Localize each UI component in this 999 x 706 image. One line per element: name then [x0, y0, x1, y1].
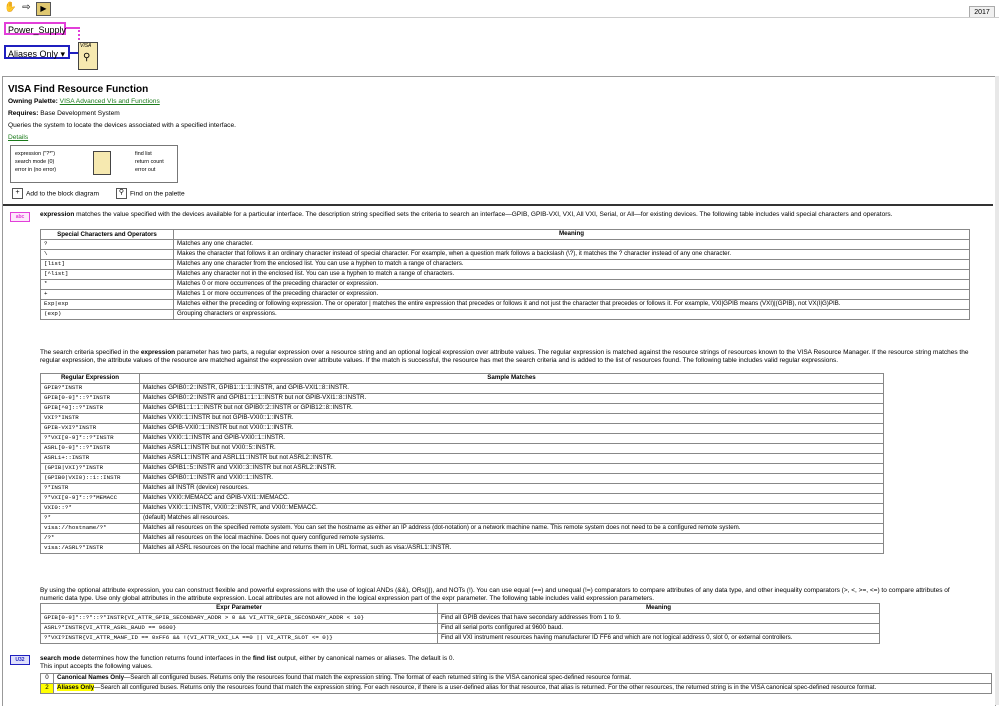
table-cell-key: (GPIB|VXI)?*INSTR	[41, 464, 140, 474]
table-cell-meaning: Find all VXI instrument resources having manufacturer ID FF6 and which are not logical address 0, slot 0, or external controllers.	[438, 634, 880, 644]
table-row	[41, 614, 880, 624]
table-row	[41, 544, 884, 554]
terminal-error-in: error in (no error)	[15, 167, 57, 173]
search-icon: ⚲	[116, 188, 127, 199]
special-characters-table	[40, 229, 970, 320]
table-cell-key: GPIB-VXI?*INSTR	[41, 424, 140, 434]
table-cell-key: GPIB[0-9]*::?*INSTR	[41, 394, 140, 404]
find-on-palette-button[interactable]: ⚲ Find on the palette	[116, 188, 185, 199]
table-cell-meaning: (default) Matches all resources.	[140, 514, 884, 524]
table-row	[41, 270, 970, 280]
table-cell-key: ASRL1+::INSTR	[41, 454, 140, 464]
table-row	[41, 280, 970, 290]
table-row	[41, 494, 884, 504]
table-cell-meaning: Matches all INSTR (device) resources.	[140, 484, 884, 494]
table-cell-meaning: Matches all ASRL resources on the local machine and returns them in URL format, such as visa:/ASRL1::INSTR.	[140, 544, 884, 554]
table-row	[41, 260, 970, 270]
table-cell-meaning: Matches 1 or more occurrences of the preceding character or expression.	[174, 290, 970, 300]
table-cell-meaning: Matches GPIB0::1::INSTR and VXI0::1::INSTR.	[140, 474, 884, 484]
table-row	[41, 514, 884, 524]
table-row	[41, 250, 970, 260]
mode-name: Canonical Names Only	[57, 674, 125, 682]
mode-description	[54, 674, 992, 684]
table-cell-key: /?*	[41, 534, 140, 544]
table-cell-meaning: Matches either the preceding or following expression. The or operator | matches the entire expression that precedes or follows it and not just the character that precedes or follows it. For example, VXI|GPIB means (VXI)|(GPIB), not VX(I|G)PIB.	[174, 300, 970, 310]
dropdown-arrow-icon[interactable]: ▾	[60, 49, 66, 59]
expr-parameter-table	[40, 603, 880, 644]
mode-description	[54, 684, 992, 694]
table-cell-meaning: Makes the character that follows it an ordinary character instead of special character. For example, when a question mark follows a backslash (\?), it matches the ? character instead of any one character.	[174, 250, 970, 260]
table-cell-key: ?*VXI[0-9]*::?*MEMACC	[41, 494, 140, 504]
table-cell-meaning: Find all serial ports configured at 9600 baud.	[438, 624, 880, 634]
table-cell-meaning: Matches all resources on the specified remote system. You can set the hostname as either an IP address (dot-notation) or a network machine name. This remote system does not need to be a configured remote system.	[140, 524, 884, 534]
table-cell-key: ASRL?*INSTR{VI_ATTR_ASRL_BAUD == 9600}	[41, 624, 438, 634]
table-cell-key: ?	[41, 240, 174, 250]
hand-icon[interactable]: ✋	[4, 2, 17, 13]
table-row	[41, 474, 884, 484]
column-header: Sample Matches	[140, 374, 884, 384]
table-row	[41, 290, 970, 300]
table-row	[41, 454, 884, 464]
mode-text: —Search all configured buses. Returns only the resources found that match the expression string. The format of each returned string is the VISA canonical spec-defined resource format.	[124, 674, 632, 682]
connector-node-icon	[93, 151, 111, 175]
table-cell-meaning: Matches GPIB1::1::1::INSTR but not GPIB0::2::INSTR or GPIB12::8::INSTR.	[140, 404, 884, 414]
expression-description: expression matches the value specified with the devices available for a particular interface. The description string specified sets the criteria to search an interface—GPIB, GPIB-VXI, VXI, All VXI, Serial, or All—for existing devices. The following table includes valid special characters and operators.	[40, 211, 893, 218]
visa-find-resource-node[interactable]	[78, 42, 98, 70]
column-header: Expr Parameter	[41, 604, 438, 614]
table-cell-key: visa://hostname/?*	[41, 524, 140, 534]
table-cell-key: +	[41, 290, 174, 300]
table-cell-key: ?*	[41, 514, 140, 524]
owning-palette-line: Owning Palette: VISA Advanced VIs and Functions	[8, 98, 160, 105]
table-row	[41, 484, 884, 494]
version-year: 2017	[969, 6, 995, 19]
connector-pane	[10, 145, 178, 183]
owning-palette-link[interactable]: VISA Advanced VIs and Functions	[59, 98, 160, 105]
enum-label: Aliases Only	[8, 49, 59, 59]
terminal-return-count: return count	[135, 159, 164, 165]
table-cell-key: (exp)	[41, 310, 174, 320]
table-row	[41, 414, 884, 424]
table-row	[41, 434, 884, 444]
column-header: Meaning	[438, 604, 880, 614]
search-criteria-description: The search criteria specified in the expression parameter has two parts, a regular expression over a resource string and an optional logical expression over attribute values. The regular expression is matched against the resource strings of resources known to the VISA Resource Manager. If the resource string matches the regular expression, the attribute values of the resource are matched against the expression over attribute values. If the match is successful, the resource has met the search criteria and is added to the list of resources found. The following table includes valid regular expressions.	[40, 349, 969, 364]
table-row	[41, 534, 884, 544]
mode-value: 2	[41, 684, 54, 694]
divider	[3, 204, 993, 206]
table-cell-meaning: Matches VXI0::MEMACC and GPIB-VXI1::MEMACC.	[140, 494, 884, 504]
table-cell-meaning: Matches any character not in the enclosed list. You can use a hyphen to match a range of characters.	[174, 270, 970, 280]
search-mode-description: search mode determines how the function returns found interfaces in the find list output, either by canonical names or aliases. The default is 0. This input accepts the following values.	[40, 655, 455, 670]
table-row	[41, 424, 884, 434]
string-constant[interactable]: Power_Supply	[4, 22, 66, 35]
table-cell-key: ?*VXI?INSTR{VI_ATTR_MANF_ID == 0xFF6 && !(VI_ATTR_VXI_LA ==0 || VI_ATTR_SLOT <= 0)}	[41, 634, 438, 644]
enum-constant[interactable]	[4, 45, 70, 59]
table-row	[41, 394, 884, 404]
table-cell-key: visa:/ASRL?*INSTR	[41, 544, 140, 554]
table-cell-meaning: Matches VXI0::1::INSTR but not GPIB-VXI0::1::INSTR.	[140, 414, 884, 424]
table-cell-key: GPIB[0-9]*::?*::?*INSTR{VI_ATTR_GPIB_SECONDARY_ADDR > 0 && VI_ATTR_GPIB_SECONDARY_ADDR < 10}	[41, 614, 438, 624]
table-row	[41, 504, 884, 514]
regular-expression-table	[40, 373, 884, 554]
string-type-icon: abc	[10, 212, 30, 222]
table-cell-meaning: Matches 0 or more occurrences of the preceding character or expression.	[174, 280, 970, 290]
table-row	[41, 684, 992, 694]
table-cell-meaning: Matches VXI0::1::INSTR, VXI0::2::INSTR, and VXI0::MEMACC.	[140, 504, 884, 514]
column-header: Regular Expression	[41, 374, 140, 384]
mode-value: 0	[41, 674, 54, 684]
table-row	[41, 300, 970, 310]
mode-text: —Search all configured buses. Returns only the resources found that match the expression string. For each resource, if there is a user-defined alias for that resource, that alias is returned. For the other resources, the returned string is in the VISA canonical spec-defined resource format.	[94, 684, 877, 692]
table-cell-meaning: Find all GPIB devices that have secondary addresses from 1 to 9.	[438, 614, 880, 624]
add-to-diagram-button[interactable]: + Add to the block diagram	[12, 188, 99, 199]
table-row	[41, 624, 880, 634]
table-cell-meaning: Matches all resources on the local machine. Does not query configured remote systems.	[140, 534, 884, 544]
table-row	[41, 464, 884, 474]
scrollbar[interactable]	[995, 76, 999, 705]
table-cell-meaning: Matches GPIB0::2::INSTR and GPIB1::1::1::INSTR but not GPIB-VXI1::8::INSTR.	[140, 394, 884, 404]
table-row	[41, 310, 970, 320]
plus-icon: +	[12, 188, 23, 199]
table-cell-key: GPIB?*INSTR	[41, 384, 140, 394]
table-cell-key: ASRL[0-9]*::?*INSTR	[41, 444, 140, 454]
visa-node-label: VISA	[80, 43, 92, 49]
table-cell-key: Exp|exp	[41, 300, 174, 310]
column-header: Meaning	[174, 230, 970, 240]
table-cell-key: VXI?*INSTR	[41, 414, 140, 424]
table-cell-key: \	[41, 250, 174, 260]
table-row	[41, 524, 884, 534]
mode-name: Aliases Only	[57, 684, 95, 692]
table-cell-key: ?*VXI[0-9]*::?*INSTR	[41, 434, 140, 444]
terminal-expression: expression ("?*")	[15, 151, 56, 157]
table-cell-meaning: Matches VXI0::1::INSTR and GPIB-VXI0::1::INSTR.	[140, 434, 884, 444]
table-cell-meaning: Matches GPIB0::2::INSTR, GPIB1::1::1::INSTR, and GPIB-VXI1::8::INSTR.	[140, 384, 884, 394]
terminal-error-out: error out	[135, 167, 156, 173]
table-cell-key: *	[41, 280, 174, 290]
table-cell-meaning: Matches GPIB-VXI0::1::INSTR but not VXI0::1::INSTR.	[140, 424, 884, 434]
binoculars-icon: ⚲	[83, 52, 91, 63]
table-cell-meaning: Matches ASRL1::INSTR but not VXI0::5::INSTR.	[140, 444, 884, 454]
details-link[interactable]: Details	[8, 134, 29, 141]
table-cell-meaning: Grouping characters or expressions.	[174, 310, 970, 320]
table-cell-meaning: Matches GPIB1::5::INSTR and VXI0::3::INSTR but not ASRL2::INSTR.	[140, 464, 884, 474]
table-cell-key: VXI0::?*	[41, 504, 140, 514]
function-description: Queries the system to locate the devices associated with a specified interface.	[8, 122, 236, 129]
table-row	[41, 404, 884, 414]
table-row	[41, 240, 970, 250]
table-row	[41, 634, 880, 644]
terminal-find-list: find list	[135, 151, 152, 157]
table-cell-key: GPIB[^0]::?*INSTR	[41, 404, 140, 414]
table-cell-key: [list]	[41, 260, 174, 270]
column-header: Special Characters and Operators	[41, 230, 174, 240]
block-diagram[interactable]	[0, 17, 999, 76]
table-cell-key: [^list]	[41, 270, 174, 280]
table-row	[41, 444, 884, 454]
table-cell-meaning: Matches any one character.	[174, 240, 970, 250]
table-row	[41, 674, 992, 684]
u32-type-icon: U32	[10, 655, 30, 665]
table-row	[41, 384, 884, 394]
requires-line: Requires: Base Development System	[8, 110, 120, 117]
arrow-right-icon[interactable]: ⇨	[22, 2, 31, 13]
attribute-expression-description: By using the optional attribute expression, you can construct flexible and powerful expressions with the use of logical ANDs (&&), ORs(||), and NOTs (!). You can use equal (==) and unequal (!=) comparators to compare attributes of any data type, and other inequality comparators (>, <, >=, <=) to compare attributes of numeric data type. Use only global attributes in the attribute expression. Local attributes are not allowed in the logical expression part of the expr parameter. The following table includes valid expression parameters.	[40, 587, 950, 602]
table-cell-key: (GPIB0|VXI0)::1::INSTR	[41, 474, 140, 484]
page-title: VISA Find Resource Function	[8, 84, 149, 95]
table-cell-meaning: Matches any one character from the enclosed list. You can use a hyphen to match a range of characters.	[174, 260, 970, 270]
run-icon[interactable]: ▶	[36, 2, 51, 16]
search-mode-values-table	[40, 673, 992, 694]
table-cell-meaning: Matches ASRL1::INSTR and ASRL11::INSTR but not ASRL2::INSTR.	[140, 454, 884, 464]
toolbar	[0, 0, 999, 16]
terminal-search-mode: search mode (0)	[15, 159, 55, 165]
table-cell-key: ?*INSTR	[41, 484, 140, 494]
